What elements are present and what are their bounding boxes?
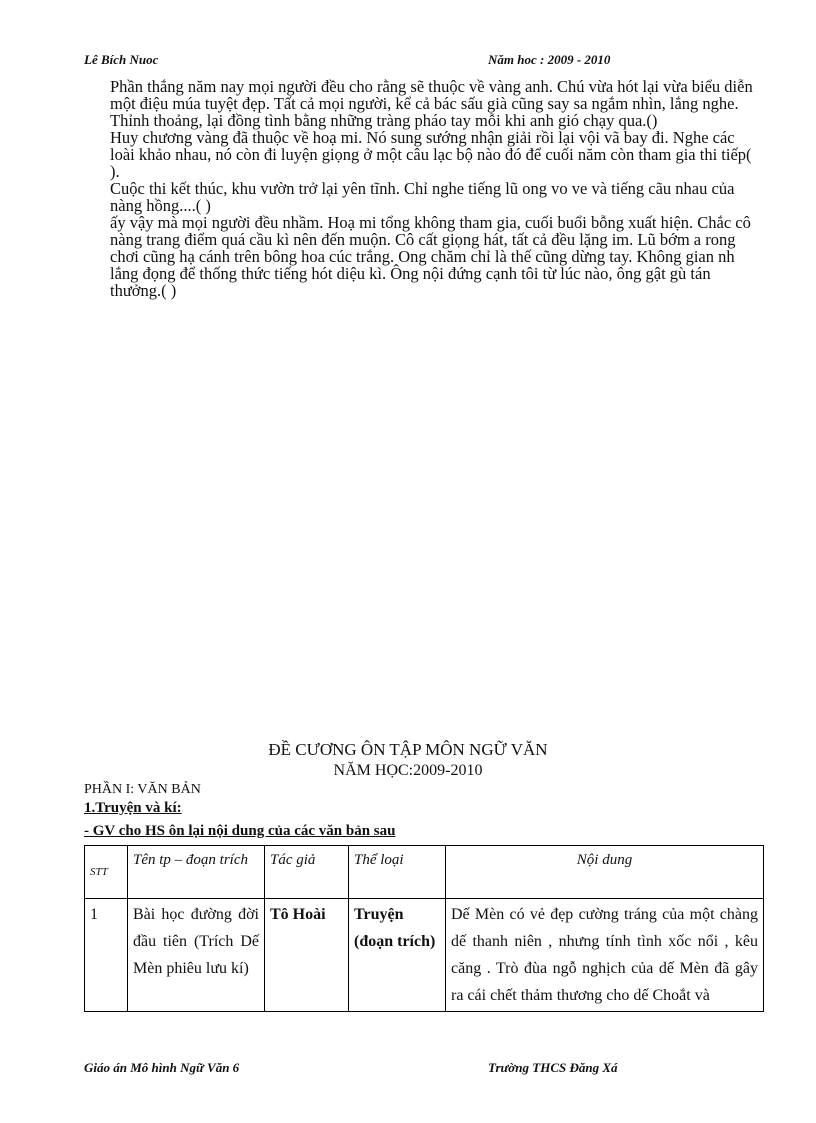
cell-genre: Truyện (đoạn trích) (349, 899, 446, 1012)
col-header-author: Tác giả (265, 846, 349, 899)
document-subtitle: NĂM HỌC:2009-2010 (333, 762, 483, 779)
footer-school-name: Trường THCS Đăng Xá (488, 1060, 618, 1075)
col-header-stt: STT (85, 846, 128, 899)
instruction-text: - GV cho HS ôn lại nội dung của các văn bản sau (84, 823, 396, 839)
passage-paragraph: Cuộc thi kết thúc, khu vườn trở lại yên tĩnh. Chỉ nghe tiếng lũ ong vo ve và tiếng cãu nhau của nàng hồng....( ) (110, 179, 735, 215)
col-header-title: Tên tp – đoạn trích (128, 846, 265, 899)
header-author: Lê Bích Nuoc (84, 52, 159, 67)
story-passage (110, 78, 760, 299)
col-header-genre: Thể loại (349, 846, 446, 899)
header-school-year: Năm hoc : 2009 - 2010 (488, 52, 611, 67)
cell-author: Tô Hoài (265, 899, 349, 1012)
section-heading: 1.Truyện và kí: (84, 800, 182, 816)
document-title: ĐỀ CƯƠNG ÔN TẬP MÔN NGỮ VĂN (268, 740, 548, 759)
passage-paragraph: ấy vậy mà mọi người đều nhầm. Hoạ mi tổng không tham gia, cuối buổi bỗng xuất hiện. Chắc cô nàng trang điểm quá cầu kì nên đến muộn. Cô cất giọng hát, tất cả đều lặng im. Lũ bớm a rong chơi cũng hạ cánh trên bông hoa cúc trắng. Ong chăm chỉ là thế cũng dừng tay. Không gian nh lắng đọng để thống thức tiếng hót diệu kì. Ông nội đứng cạnh tôi từ lúc nào, ông gật gù tán thưởng.( ) (110, 213, 751, 300)
cell-content: Dế Mèn có vẻ đẹp cường tráng của một chàng dế thanh niên , nhưng tính tình xốc nổi , kêu căng . Trò đùa ngỗ nghịch của dế Mèn đã gây ra cái chết thảm thương cho dế Choắt và (446, 899, 764, 1012)
cell-stt: 1 (85, 899, 128, 1012)
passage-paragraph: Huy chương vàng đã thuộc về hoạ mi. Nó sung sướng nhận giải rồi lại vội vã bay đi. Nghe các loài khảo nhau, nó còn đi luyện giọng ở một câu lạc bộ nào đó để cuối năm còn tham gia thi tiếp( ). (110, 128, 752, 181)
table-row (85, 899, 764, 1012)
footer-document-name: Giáo án Mô hình Ngữ Văn 6 (84, 1060, 240, 1075)
part-heading: PHẦN I: VĂN BẢN (84, 782, 201, 797)
passage-paragraph: Phần thắng năm nay mọi người đều cho rằng sẽ thuộc về vàng anh. Chú vừa hót lại vừa biểu diễn một điệu múa tuyệt đẹp. Tất cả mọi người, kể cả bác sấu già cũng say sa ngắm nhìn, lắng nghe. Thỉnh thoảng, lại đồng tình bằng những tràng pháo tay mỗi khi anh gió chạy qua.() (110, 77, 753, 130)
table-header-row (85, 846, 764, 899)
cell-title: Bài học đường đời đầu tiên (Trích Dế Mèn phiêu lưu kí) (128, 899, 265, 1012)
col-header-content: Nội dung (446, 846, 764, 899)
review-table (84, 845, 764, 1012)
